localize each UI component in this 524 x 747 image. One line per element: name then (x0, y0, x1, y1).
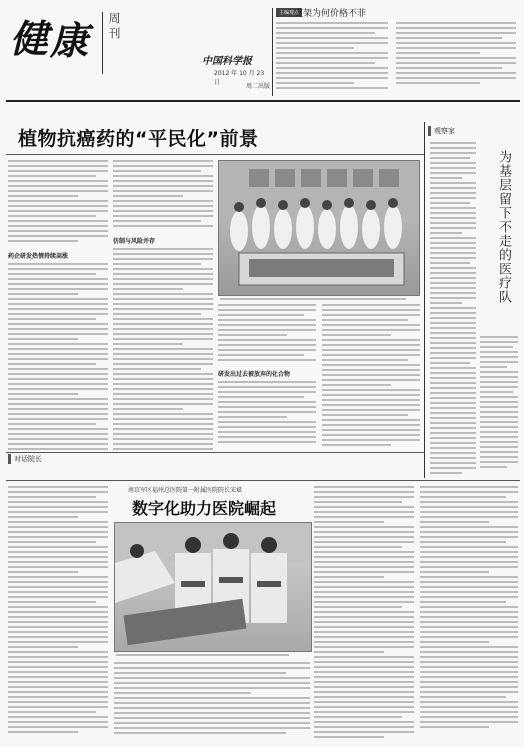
lower-mid-col (114, 662, 310, 738)
lower-col-1 (8, 486, 108, 738)
lower-top-rule (6, 452, 424, 453)
top-article-col-1 (276, 22, 388, 96)
lower-photo-caption (116, 652, 308, 659)
main-col-1 (8, 160, 108, 450)
lower-headline: 数字化助力医院崛起 (132, 499, 277, 518)
main-headline: 植物抗癌药的“平民化”前景 (18, 128, 259, 150)
top-article-col-2 (396, 22, 516, 96)
photo-caption (220, 296, 416, 303)
main-col-3 (218, 304, 316, 450)
issue-section: 周二出版 (246, 83, 271, 90)
main-subhead-1: 药企研发热情持续高涨 (8, 253, 69, 260)
main-subhead-2: 仿制与风险并存 (113, 238, 156, 245)
issue-date: 2012 年 10 月 23 日 (214, 70, 265, 86)
side-column-rule (424, 122, 425, 478)
masthead-right-rule (272, 8, 273, 96)
top-article (276, 6, 520, 98)
lower-col-2 (314, 486, 414, 738)
side-column-headline: 为基层留下不走的医疗队 (496, 150, 511, 304)
lower-col-3 (420, 486, 518, 738)
masthead (6, 6, 272, 92)
main-headline-rule (6, 154, 424, 155)
main-col-4 (322, 304, 420, 450)
main-subhead-3: 研发出过去被放弃的化合物 (218, 371, 291, 378)
top-article-kicker: 主编观点 (276, 8, 302, 17)
header-rule (6, 100, 520, 102)
paper-name: 中国科学报 (202, 56, 252, 67)
main-article-photo (218, 160, 420, 296)
masthead-weekly: 周刊 (107, 12, 121, 42)
lower-section-rule (6, 480, 520, 481)
observer-tag (428, 126, 471, 136)
top-article-headline: 支架为何价格不菲 (294, 9, 367, 19)
dialog-tag-label: 对话院长 (14, 455, 42, 463)
lower-article-photo (114, 522, 312, 652)
masthead-title-char-1: 健 (10, 16, 49, 61)
masthead-title-char-2: 康 (50, 18, 89, 63)
side-col-text-right (480, 336, 518, 476)
observer-tag-label: 观察家 (434, 127, 455, 135)
hospital-photo-illustration (115, 523, 311, 651)
lower-kicker: 南京军区福州总医院第一附属医院院长宋斌 (128, 487, 243, 494)
lab-photo-illustration (219, 161, 419, 295)
main-col-2 (113, 160, 213, 450)
masthead-divider (102, 12, 103, 74)
side-col-text-left (430, 142, 476, 476)
dialog-tag (8, 454, 51, 464)
